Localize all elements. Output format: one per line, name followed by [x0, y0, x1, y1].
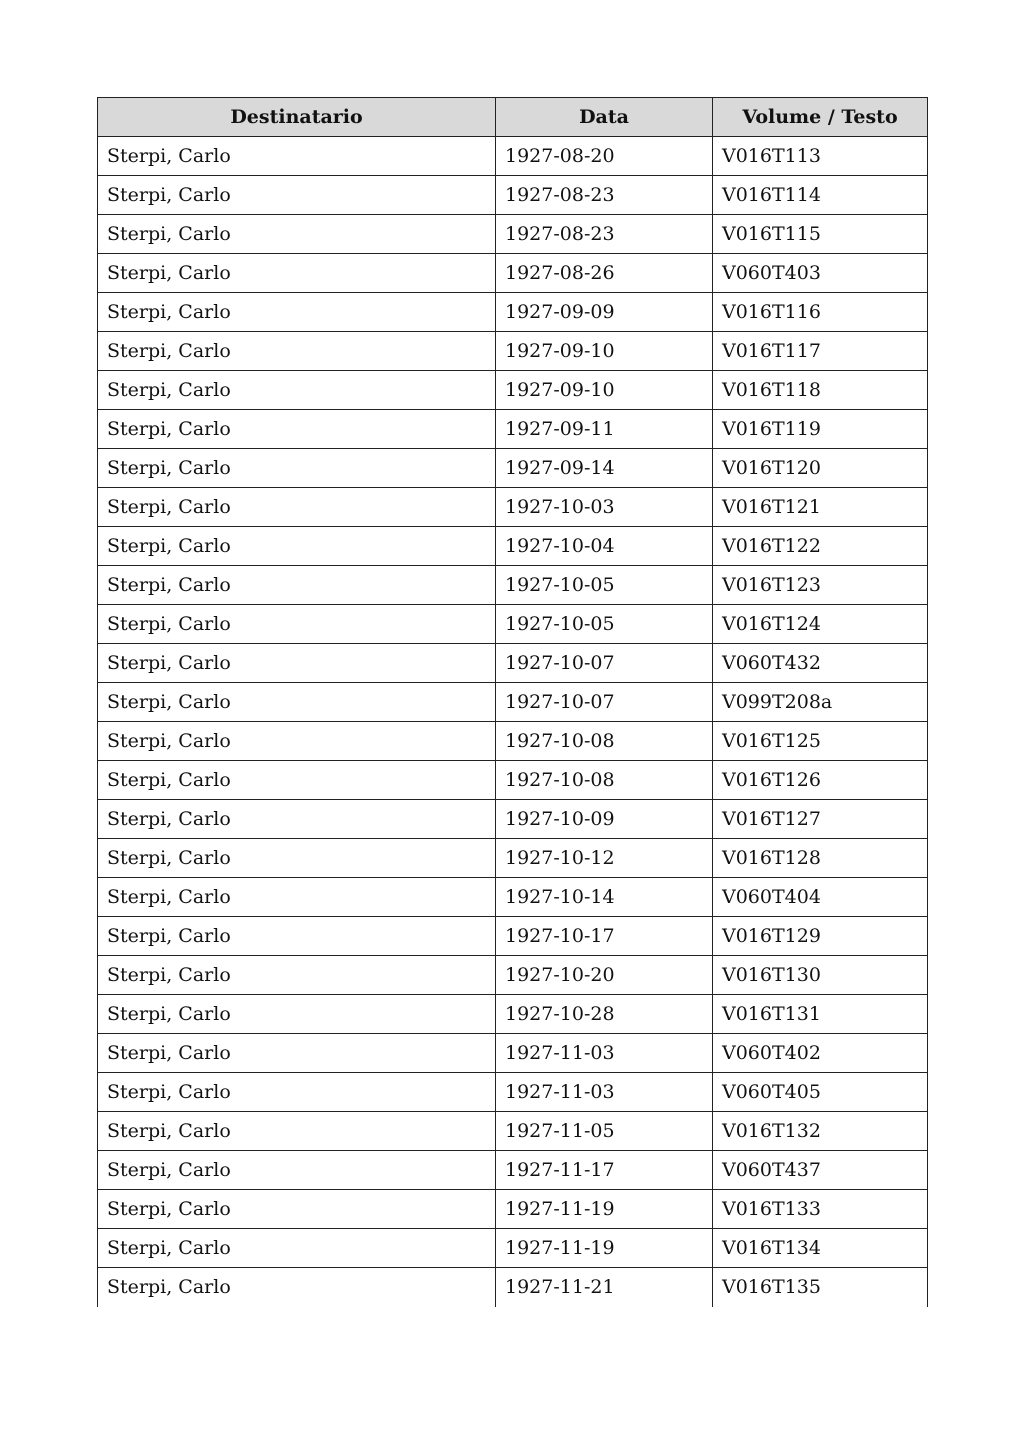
cell-data: 1927-10-08 [496, 722, 713, 761]
letters-table [97, 97, 928, 1307]
cell-data: 1927-10-03 [496, 488, 713, 527]
cell-data: 1927-11-19 [496, 1190, 713, 1229]
table-row [98, 605, 928, 644]
cell-data: 1927-09-09 [496, 293, 713, 332]
table-row [98, 527, 928, 566]
cell-data: 1927-10-05 [496, 605, 713, 644]
table-row [98, 956, 928, 995]
cell-volume-testo: V060T405 [713, 1073, 928, 1112]
cell-volume-testo: V016T126 [713, 761, 928, 800]
table-row [98, 722, 928, 761]
cell-volume-testo: V060T403 [713, 254, 928, 293]
table-row [98, 1073, 928, 1112]
cell-volume-testo: V016T125 [713, 722, 928, 761]
cell-data: 1927-11-21 [496, 1268, 713, 1307]
cell-destinatario: Sterpi, Carlo [98, 917, 496, 956]
table-row [98, 254, 928, 293]
table-row [98, 761, 928, 800]
cell-volume-testo: V016T121 [713, 488, 928, 527]
cell-data: 1927-10-04 [496, 527, 713, 566]
cell-data: 1927-10-09 [496, 800, 713, 839]
header-data: Data [496, 98, 713, 137]
cell-data: 1927-11-05 [496, 1112, 713, 1151]
table-row [98, 137, 928, 176]
table-row [98, 995, 928, 1034]
cell-destinatario: Sterpi, Carlo [98, 1229, 496, 1268]
cell-volume-testo: V016T132 [713, 1112, 928, 1151]
cell-data: 1927-10-12 [496, 839, 713, 878]
cell-volume-testo: V060T402 [713, 1034, 928, 1073]
table-row [98, 839, 928, 878]
cell-destinatario: Sterpi, Carlo [98, 683, 496, 722]
cell-data: 1927-10-28 [496, 995, 713, 1034]
cell-volume-testo: V060T432 [713, 644, 928, 683]
cell-volume-testo: V016T116 [713, 293, 928, 332]
table-row [98, 371, 928, 410]
cell-destinatario: Sterpi, Carlo [98, 332, 496, 371]
cell-data: 1927-11-03 [496, 1073, 713, 1112]
cell-destinatario: Sterpi, Carlo [98, 956, 496, 995]
cell-destinatario: Sterpi, Carlo [98, 1151, 496, 1190]
cell-volume-testo: V016T131 [713, 995, 928, 1034]
table-row [98, 800, 928, 839]
table-row [98, 917, 928, 956]
cell-data: 1927-09-10 [496, 371, 713, 410]
cell-destinatario: Sterpi, Carlo [98, 488, 496, 527]
table-row [98, 644, 928, 683]
cell-destinatario: Sterpi, Carlo [98, 254, 496, 293]
header-row [98, 98, 928, 137]
cell-data: 1927-11-19 [496, 1229, 713, 1268]
cell-volume-testo: V016T130 [713, 956, 928, 995]
cell-destinatario: Sterpi, Carlo [98, 410, 496, 449]
cell-volume-testo: V016T114 [713, 176, 928, 215]
cell-volume-testo: V060T437 [713, 1151, 928, 1190]
table-row [98, 332, 928, 371]
table-row [98, 215, 928, 254]
cell-data: 1927-08-23 [496, 176, 713, 215]
cell-destinatario: Sterpi, Carlo [98, 137, 496, 176]
cell-volume-testo: V016T119 [713, 410, 928, 449]
cell-destinatario: Sterpi, Carlo [98, 1073, 496, 1112]
cell-data: 1927-10-05 [496, 566, 713, 605]
table-row [98, 176, 928, 215]
cell-volume-testo: V016T128 [713, 839, 928, 878]
cell-destinatario: Sterpi, Carlo [98, 644, 496, 683]
cell-data: 1927-08-20 [496, 137, 713, 176]
cell-destinatario: Sterpi, Carlo [98, 761, 496, 800]
cell-volume-testo: V016T113 [713, 137, 928, 176]
cell-volume-testo: V016T118 [713, 371, 928, 410]
cell-data: 1927-10-07 [496, 644, 713, 683]
cell-destinatario: Sterpi, Carlo [98, 527, 496, 566]
cell-volume-testo: V016T120 [713, 449, 928, 488]
cell-data: 1927-09-10 [496, 332, 713, 371]
cell-volume-testo: V016T115 [713, 215, 928, 254]
cell-volume-testo: V016T134 [713, 1229, 928, 1268]
cell-volume-testo: V016T133 [713, 1190, 928, 1229]
cell-volume-testo: V016T135 [713, 1268, 928, 1307]
table-row [98, 1229, 928, 1268]
table-row [98, 566, 928, 605]
cell-data: 1927-10-08 [496, 761, 713, 800]
cell-volume-testo: V016T122 [713, 527, 928, 566]
cell-data: 1927-10-17 [496, 917, 713, 956]
cell-volume-testo: V060T404 [713, 878, 928, 917]
header-volume-testo: Volume / Testo [713, 98, 928, 137]
table-row [98, 449, 928, 488]
header-destinatario: Destinatario [98, 98, 496, 137]
cell-destinatario: Sterpi, Carlo [98, 800, 496, 839]
cell-destinatario: Sterpi, Carlo [98, 605, 496, 644]
cell-data: 1927-09-14 [496, 449, 713, 488]
table-row [98, 488, 928, 527]
cell-data: 1927-10-20 [496, 956, 713, 995]
cell-destinatario: Sterpi, Carlo [98, 1034, 496, 1073]
cell-data: 1927-08-26 [496, 254, 713, 293]
cell-data: 1927-11-03 [496, 1034, 713, 1073]
cell-volume-testo: V016T127 [713, 800, 928, 839]
cell-destinatario: Sterpi, Carlo [98, 722, 496, 761]
cell-destinatario: Sterpi, Carlo [98, 1190, 496, 1229]
cell-volume-testo: V016T129 [713, 917, 928, 956]
table-row [98, 1151, 928, 1190]
table-row [98, 1268, 928, 1307]
cell-destinatario: Sterpi, Carlo [98, 449, 496, 488]
cell-data: 1927-10-07 [496, 683, 713, 722]
cell-volume-testo: V016T117 [713, 332, 928, 371]
cell-data: 1927-11-17 [496, 1151, 713, 1190]
cell-data: 1927-08-23 [496, 215, 713, 254]
cell-destinatario: Sterpi, Carlo [98, 371, 496, 410]
cell-destinatario: Sterpi, Carlo [98, 1268, 496, 1307]
cell-destinatario: Sterpi, Carlo [98, 293, 496, 332]
table-body [98, 137, 928, 1307]
cell-volume-testo: V016T123 [713, 566, 928, 605]
cell-destinatario: Sterpi, Carlo [98, 995, 496, 1034]
cell-destinatario: Sterpi, Carlo [98, 215, 496, 254]
cell-destinatario: Sterpi, Carlo [98, 878, 496, 917]
cell-destinatario: Sterpi, Carlo [98, 176, 496, 215]
table-row [98, 683, 928, 722]
table-row [98, 878, 928, 917]
table-row [98, 1112, 928, 1151]
cell-destinatario: Sterpi, Carlo [98, 839, 496, 878]
cell-destinatario: Sterpi, Carlo [98, 566, 496, 605]
cell-destinatario: Sterpi, Carlo [98, 1112, 496, 1151]
cell-data: 1927-10-14 [496, 878, 713, 917]
table-row [98, 1190, 928, 1229]
cell-data: 1927-09-11 [496, 410, 713, 449]
table-row [98, 1034, 928, 1073]
cell-volume-testo: V016T124 [713, 605, 928, 644]
cell-volume-testo: V099T208a [713, 683, 928, 722]
table-header [98, 98, 928, 137]
table-row [98, 410, 928, 449]
table-row [98, 293, 928, 332]
